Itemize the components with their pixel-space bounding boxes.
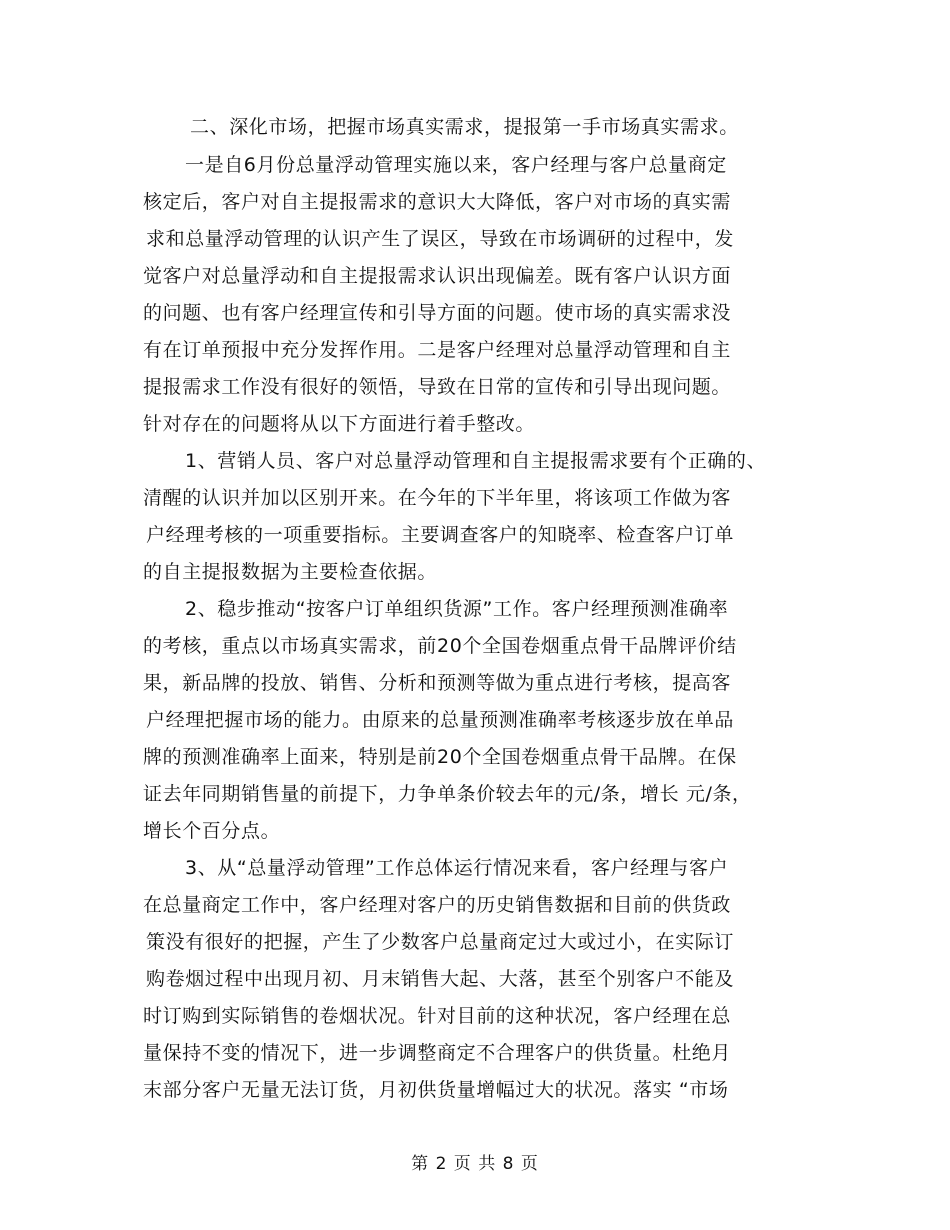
paragraph-line: 增长个百分点。 — [143, 820, 281, 842]
paragraph-line: 末部分客户无量无法订货，月初供货量增幅过大的状况。落实 “市场 — [143, 1079, 729, 1101]
page-number-footer: 第 2 页 共 8 页 — [411, 1154, 539, 1174]
paragraph-line: 2、稳步推动“按客户订单组织货源”工作。客户经理预测准确率 — [185, 598, 729, 620]
paragraph-line: 的问题、也有客户经理宣传和引导方面的问题。使市场的真实需求没 — [143, 302, 732, 324]
paragraph-line: 提报需求工作没有很好的领悟，导致在日常的宣传和引导出现问题。 — [143, 376, 732, 398]
paragraph-line: 果，新品牌的投放、销售、分析和预测等做为重点进行考核，提高客 — [143, 672, 732, 694]
paragraph-line: 证去年同期销售量的前提下，力争单条价较去年的元/条，增长 元/条， — [143, 783, 752, 805]
paragraph-line: 针对存在的问题将从以下方面进行着手整改。 — [143, 413, 536, 435]
paragraph-line: 购卷烟过程中出现月初、月末销售大起、大落，甚至个别客户不能及 — [146, 968, 735, 990]
paragraph-line: 核定后，客户对自主提报需求的意识大大降低，客户对市场的真实需 — [143, 191, 732, 213]
paragraph-line: 的自主提报数据为主要检查依据。 — [143, 561, 438, 583]
paragraph-line: 觉客户对总量浮动和自主提报需求认识出现偏差。既有客户认识方面 — [143, 265, 732, 287]
paragraph-line: 户经理把握市场的能力。由原来的总量预测准确率考核逐步放在单品 — [146, 709, 735, 731]
paragraph-line: 清醒的认识并加以区别开来。在今年的下半年里，将该项工作做为客 — [143, 487, 732, 509]
paragraph-line: 牌的预测准确率上面来，特别是前20个全国卷烟重点骨干品牌。在保 — [143, 746, 737, 768]
paragraph-line: 量保持不变的情况下，进一步调整商定不合理客户的供货量。杜绝月 — [143, 1042, 732, 1064]
paragraph-line: 求和总量浮动管理的认识产生了误区，导致在市场调研的过程中，发 — [146, 228, 735, 250]
paragraph-line: 1、营销人员、客户对总量浮动管理和自主提报需求要有个正确的、 — [185, 450, 767, 472]
paragraph-line: 有在订单预报中充分发挥作用。二是客户经理对总量浮动管理和自主 — [143, 339, 732, 361]
paragraph-line: 的考核，重点以市场真实需求，前20个全国卷烟重点骨干品牌评价结 — [143, 635, 737, 657]
paragraph-line: 一是自6月份总量浮动管理实施以来，客户经理与客户总量商定 — [185, 154, 727, 176]
paragraph-line: 策没有很好的把握，产生了少数客户总量商定过大或过小，在实际订 — [146, 931, 735, 953]
paragraph-line: 时订购到实际销售的卷烟状况。针对目前的这种状况，客户经理在总 — [143, 1005, 732, 1027]
paragraph-line: 在总量商定工作中，客户经理对客户的历史销售数据和目前的供货政 — [143, 894, 732, 916]
paragraph-line: 3、从“总量浮动管理”工作总体运行情况来看，客户经理与客户 — [185, 857, 729, 879]
paragraph-line: 户经理考核的一项重要指标。主要调查客户的知晓率、检查客户订单 — [146, 524, 735, 546]
heading-line: 二、深化市场，把握市场真实需求，提报第一手市场真实需求。 — [190, 116, 739, 138]
